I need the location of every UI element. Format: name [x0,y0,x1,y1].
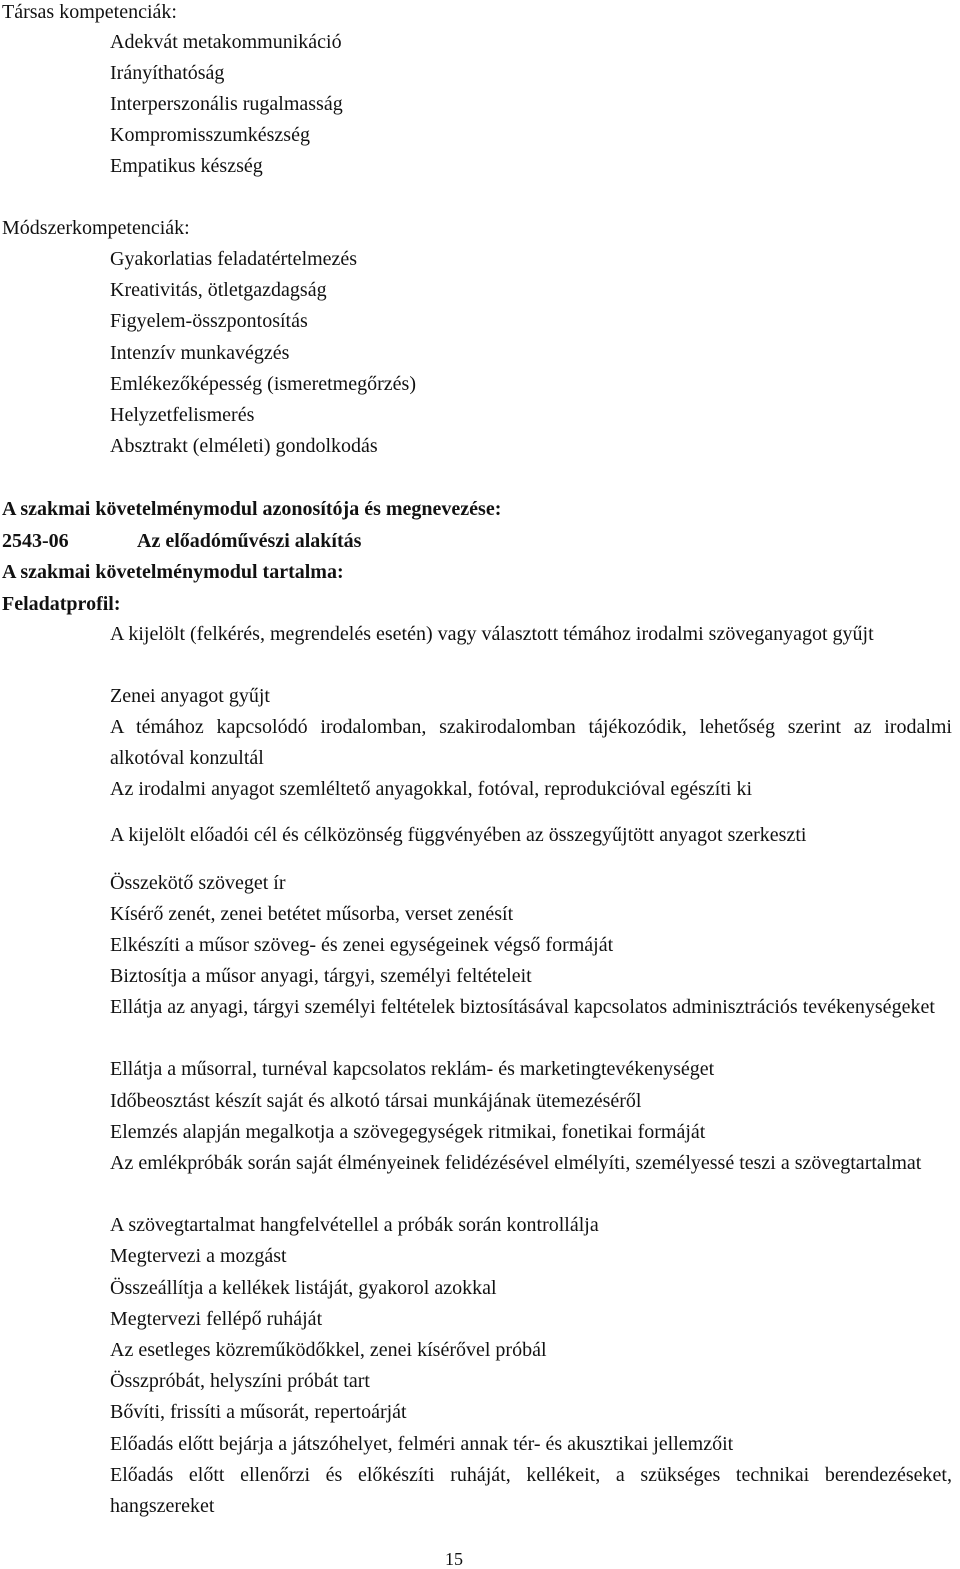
module-content-label: A szakmai követelménymodul tartalma: [2,561,344,583]
module-name: Az előadóművészi alakítás [137,530,362,552]
task-item: Ellátja az anyagi, tárgyi személyi feltételek biztosításával kapcsolatos adminisztrációs tevékenységeket [110,996,935,1018]
task-item: Összeállítja a kellékek listáját, gyakorol azokkal [110,1277,497,1299]
task-item: Összpróbát, helyszíni próbát tart [110,1370,370,1392]
method-competency-item: Figyelem-összpontosítás [110,310,308,332]
method-competency-item: Gyakorlatias feladatértelmezés [110,248,358,270]
task-item: Elkészíti a műsor szöveg- és zenei egységeinek végső formáját [110,934,614,956]
task-item: Előadás előtt ellenőrzi és előkészíti ruháját, kellékeit, a szükséges technikai berendezéseket, hangszereket [110,1464,952,1517]
method-competency-item: Emlékezőképesség (ismeretmegőrzés) [110,373,416,395]
module-identifier [2,529,361,553]
task-profile-label: Feladatprofil: [2,593,121,615]
module-code: 2543-06 [2,530,69,552]
page-number: 15 [445,1549,463,1569]
social-competency-item: Empatikus készség [110,155,263,177]
task-item: Zenei anyagot gyűjt [110,685,270,707]
task-item: Biztosítja a műsor anyagi, tárgyi, személyi feltételeit [110,965,532,987]
task-item: A kijelölt előadói cél és célközönség függvényében az összegyűjtött anyagot szerkeszti [110,824,807,846]
method-competencies-title: Módszerkompetenciák: [2,217,190,239]
task-item: Időbeosztást készít saját és alkotó társai munkájának ütemezéséről [110,1090,642,1112]
task-item: Az irodalmi anyagot szemléltető anyagokkal, fotóval, reprodukcióval egészíti ki [110,778,753,800]
task-item: Előadás előtt bejárja a játszóhelyet, felméri annak tér- és akusztikai jellemzőit [110,1433,734,1455]
task-item: Megtervezi fellépő ruháját [110,1308,323,1330]
task-item: Az emlékpróbák során saját élményeinek felidézésével elmélyíti, személyessé teszi a szövegtartalmat [110,1152,922,1174]
method-competency-item: Absztrakt (elméleti) gondolkodás [110,435,378,457]
social-competencies-title: Társas kompetenciák: [2,1,177,23]
task-item: A szövegtartalmat hangfelvétellel a próbák során kontrollálja [110,1214,599,1236]
social-competency-item: Adekvát metakommunikáció [110,31,342,53]
method-competency-item: Helyzetfelismerés [110,404,255,426]
task-item: Megtervezi a mozgást [110,1245,287,1267]
social-competency-item: Interperszonális rugalmasság [110,93,343,115]
task-item: A kijelölt (felkérés, megrendelés esetén) vagy választott témához irodalmi szöveganyagot gyűjt [110,623,874,645]
task-item: Elemzés alapján megalkotja a szövegegységek ritmikai, fonetikai formáját [110,1121,706,1143]
module-id-label: A szakmai követelménymodul azonosítója és megnevezése: [2,498,502,520]
task-item: Összekötő szöveget ír [110,872,286,894]
task-item: Ellátja a műsorral, turnéval kapcsolatos reklám- és marketingtevékenységet [110,1058,715,1080]
method-competency-item: Intenzív munkavégzés [110,342,290,364]
task-item: Bővíti, frissíti a műsorát, repertoárját [110,1401,407,1423]
method-competency-item: Kreativitás, ötletgazdagság [110,279,327,301]
task-item: Kísérő zenét, zenei betétet műsorba, verset zenésít [110,903,514,925]
task-item: A témához kapcsolódó irodalomban, szakirodalomban tájékozódik, lehetőség szerint az irodalmi alkotóval konzultál [110,716,952,769]
social-competency-item: Irányíthatóság [110,62,225,84]
task-item: Az esetleges közreműködőkkel, zenei kísérővel próbál [110,1339,547,1361]
social-competency-item: Kompromisszumkészség [110,124,310,146]
